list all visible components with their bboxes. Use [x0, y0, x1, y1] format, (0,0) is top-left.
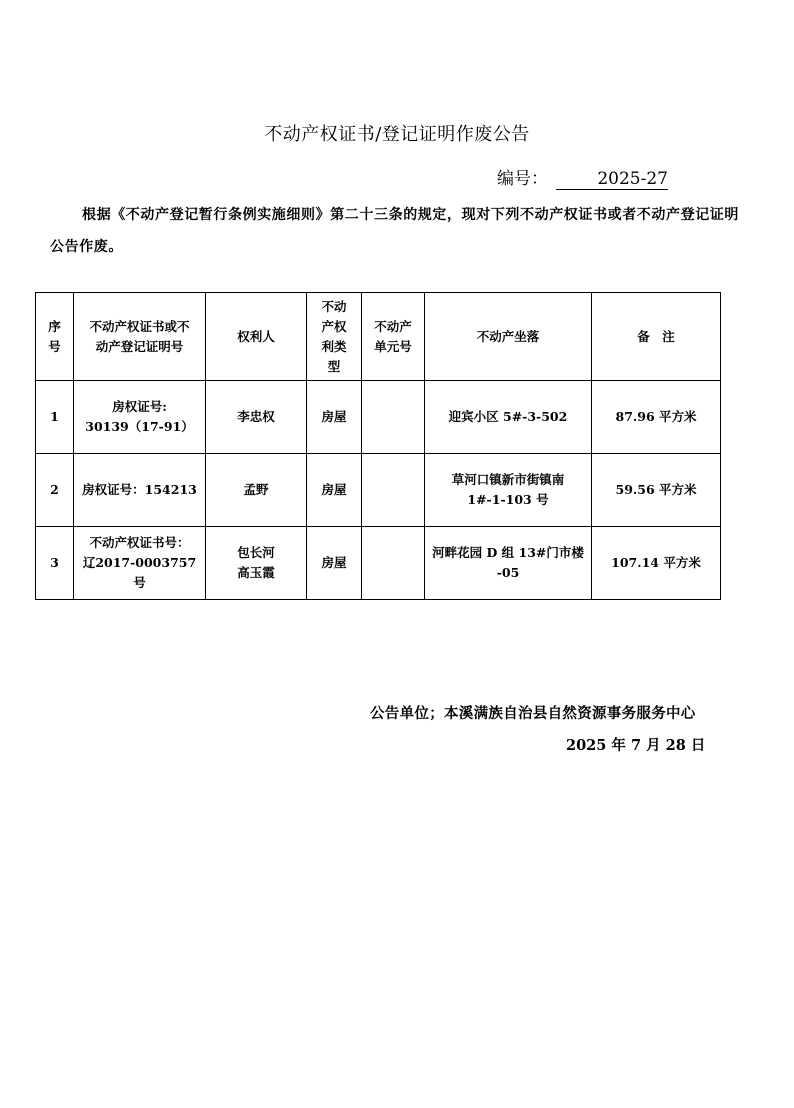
cell-unit-no	[362, 527, 425, 600]
table-row	[36, 454, 721, 527]
cell-right-type: 房屋	[307, 381, 362, 454]
header-right-type: 不动 产权 利类 型	[307, 293, 362, 381]
cell-cert: 房权证号：154213	[74, 454, 206, 527]
cell-unit-no	[362, 454, 425, 527]
header-unit-no: 不动产 单元号	[362, 293, 425, 381]
document-number	[497, 164, 668, 190]
header-remark: 备 注	[592, 293, 721, 381]
cell-holder: 李忠权	[206, 381, 307, 454]
header-holder: 权利人	[206, 293, 307, 381]
page-title: 不动产权证书/登记证明作废公告	[264, 124, 530, 145]
cell-remark: 107.14 平方米	[592, 527, 721, 600]
cell-right-type: 房屋	[307, 527, 362, 600]
cell-seq: 1	[36, 381, 74, 454]
header-cert: 不动产权证书或不 动产登记证明号	[74, 293, 206, 381]
cell-location: 迎宾小区 5#-3-502	[425, 381, 592, 454]
cell-cert: 不动产权证书号： 辽2017-0003757号	[74, 527, 206, 600]
cell-unit-no	[362, 381, 425, 454]
cell-seq: 2	[36, 454, 74, 527]
table-header-row	[36, 293, 721, 381]
cell-holder: 孟野	[206, 454, 307, 527]
cell-holder: 包长河 高玉霞	[206, 527, 307, 600]
cell-right-type: 房屋	[307, 454, 362, 527]
number-value: 2025-27	[556, 169, 668, 190]
cell-remark: 59.56 平方米	[592, 454, 721, 527]
table-row	[36, 527, 721, 600]
header-seq: 序 号	[36, 293, 74, 381]
cell-remark: 87.96 平方米	[592, 381, 721, 454]
announcement-paragraph: 根据《不动产登记暂行条例实施细则》第二十三条的规定，现对下列不动产权证书或者不动产登记证明公告作废。	[50, 207, 739, 255]
cell-cert: 房权证号: 30139（17-91）	[74, 381, 206, 454]
header-location: 不动产坐落	[425, 293, 592, 381]
cell-location: 河畔花园 D 组 13#门市楼 -05	[425, 527, 592, 600]
issuing-unit: 公告单位；本溪满族自治县自然资源事务服务中心	[370, 705, 696, 722]
certificate-table	[35, 292, 721, 600]
issue-date: 2025 年 7 月 28 日	[566, 737, 706, 754]
cell-location: 草河口镇新市街镇南 1#-1-103 号	[425, 454, 592, 527]
number-label: 编号：	[497, 169, 548, 189]
cell-seq: 3	[36, 527, 74, 600]
table-row	[36, 381, 721, 454]
